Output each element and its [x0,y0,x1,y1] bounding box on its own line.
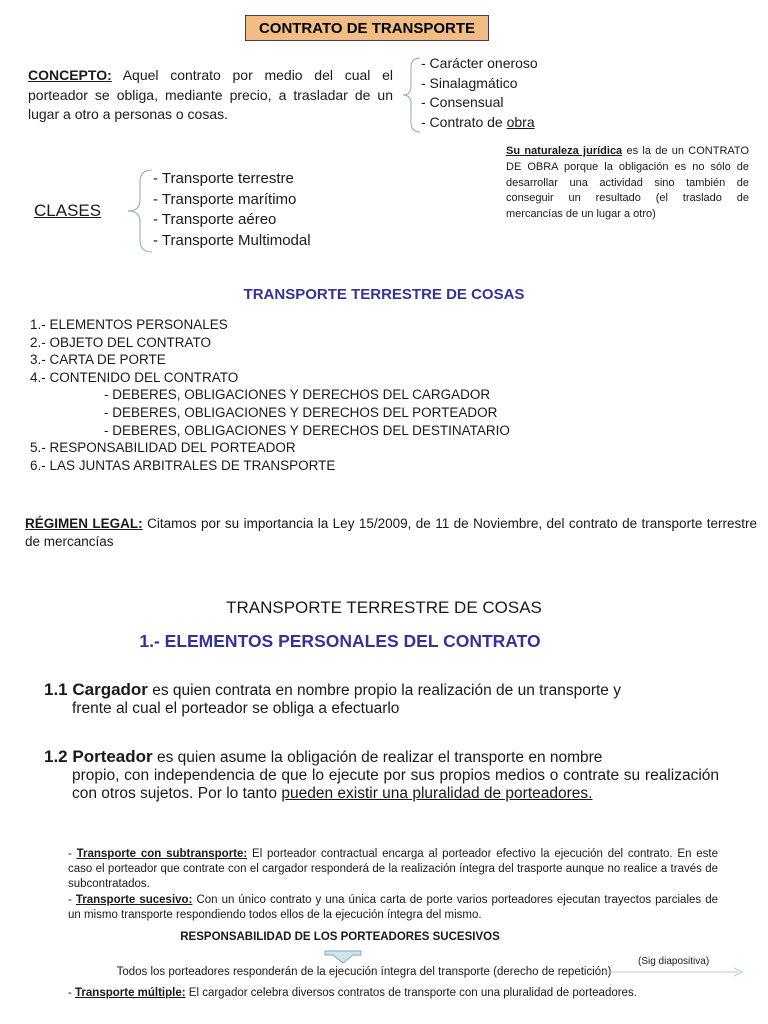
clase-item: - Transporte Multimodal [153,231,311,249]
index-item: 6.- LAS JUNTAS ARBITRALES DE TRANSPORTE [30,457,336,473]
index-list [30,316,510,474]
index-subitem: - DEBERES, OBLIGACIONES Y DERECHOS DEL CARGADOR [104,387,491,403]
section2-heading: TRANSPORTE TERRESTRE DE COSAS [226,598,542,617]
concepto-text: Aquel contrato por medio del cual el porteador se obliga, mediante precio, a trasladar de un lugar a otro a personas o cosas. [28,67,393,122]
caracter-item: - Sinalagmático [421,74,518,91]
index-subitem: - DEBERES, OBLIGACIONES Y DERECHOS DEL DESTINATARIO [104,422,510,438]
page-title: CONTRATO DE TRANSPORTE [245,15,489,41]
clase-item: - Transporte aéreo [153,211,277,228]
index-item: 5.- RESPONSABILIDAD DEL PORTEADOR [30,440,296,456]
regimen-label: RÉGIMEN LEGAL: [25,516,143,531]
index-subitem: - DEBERES, OBLIGACIONES Y DERECHOS DEL PORTEADOR [104,404,498,420]
section3-heading: 1.- ELEMENTOS PERSONALES DEL CONTRATO [139,631,541,651]
index-item: 4.- CONTENIDO DEL CONTRATO [30,369,239,385]
porteador-paragraph [44,748,719,803]
right-arrow-icon [598,967,744,977]
resp-heading: RESPONSABILIDAD DE LOS PORTEADORES SUCESIVOS [180,931,500,943]
dash: - [68,894,76,906]
cargador-cont: frente al cual el porteador se obliga a efectuarlo [72,700,400,717]
caracteres-list [421,54,538,132]
index-item: 1.- ELEMENTOS PERSONALES [30,317,228,332]
cargador-head: 1.1 Cargador [44,680,148,699]
dash: - [68,848,77,860]
dash: - [68,987,76,999]
regimen-paragraph [25,515,757,551]
cargador-text: es quien contrata en nombre propio la realización de un transporte y [147,682,621,699]
porteador-underlined: pueden existir una pluralidad de porteadores. [281,785,593,802]
naturaleza-paragraph [506,144,749,223]
clase-item: - Transporte terrestre [153,170,294,187]
multiple-text: El cargador celebra diversos contratos de transporte con una pluralidad de porteadores. [185,987,637,999]
caracter-item [421,113,538,133]
multiple-paragraph [68,987,637,999]
concepto-label: CONCEPTO: [28,67,112,83]
caracter-item: - Consensual [421,94,504,110]
porteador-text: es quien asume la obligación de realizar el transporte en nombre [152,749,603,766]
regimen-text: Citamos por su importancia la Ley 15/2009, de 11 de Noviembre, del contrato de transporte terrestre de mercancías [25,516,757,549]
brace-caracteres [400,56,422,134]
porteador-text2: propio, con independencia de que lo ejecute por sus propios medios o contrate su realización con otros sujetos. Por lo tanto [72,767,719,802]
index-item: 3.- CARTA DE PORTE [30,352,166,368]
sucesivo-paragraph [68,893,718,923]
naturaleza-text: es la de un CONTRATO DE OBRA porque la obligación es no sólo de desarrollar una actividad sino también de conseguir un resultado (el traslado de mercancías de un lugar a otro) [506,145,750,221]
subtransporte-label: Transporte con subtransporte: [76,848,248,860]
section-heading: TRANSPORTE TERRESTRE DE COSAS [243,286,525,303]
caracter-item: - Carácter oneroso [421,55,538,71]
subtransporte-paragraph [68,847,718,893]
clases-label: CLASES [34,201,102,220]
resp-text: Todos los porteadores responderán de la ejecución íntegra del transporte (derecho de repetición) [116,966,612,978]
sucesivo-label: Transporte sucesivo: [75,894,193,906]
naturaleza-label: Su naturaleza jurídica [506,145,623,157]
sig-label: (Sig diapositiva) [638,956,710,967]
multiple-label: Transporte múltiple: [75,987,186,999]
down-arrow-icon [323,950,363,964]
subtransporte-text: El porteador contractual encarga al porteador efectivo la ejecución del contrato. En este caso el porteador que contrate con el cargador responderá de la realización íntegra del trasporte aunque no realice a través de subcontratados. [68,848,718,891]
index-item: 2.- OBJETO DEL CONTRATO [30,334,212,350]
cargador-paragraph [44,681,719,718]
porteador-cont [44,767,719,803]
porteador-head: 1.2 Porteador [44,747,153,766]
clases-list [153,169,311,251]
caracter-prefix: - Contrato de [421,113,507,130]
brace-clases [124,168,154,254]
concepto-paragraph [28,66,393,125]
obra-link: obra [506,113,535,130]
clase-item: - Transporte marítimo [153,190,297,208]
sucesivo-text: Con un único contrato y una única carta de porte varios porteadores ejecutan trayectos parciales de un mismo transporte respondiendo todos ellos de la ejecución íntegra del mismo. [68,894,718,922]
